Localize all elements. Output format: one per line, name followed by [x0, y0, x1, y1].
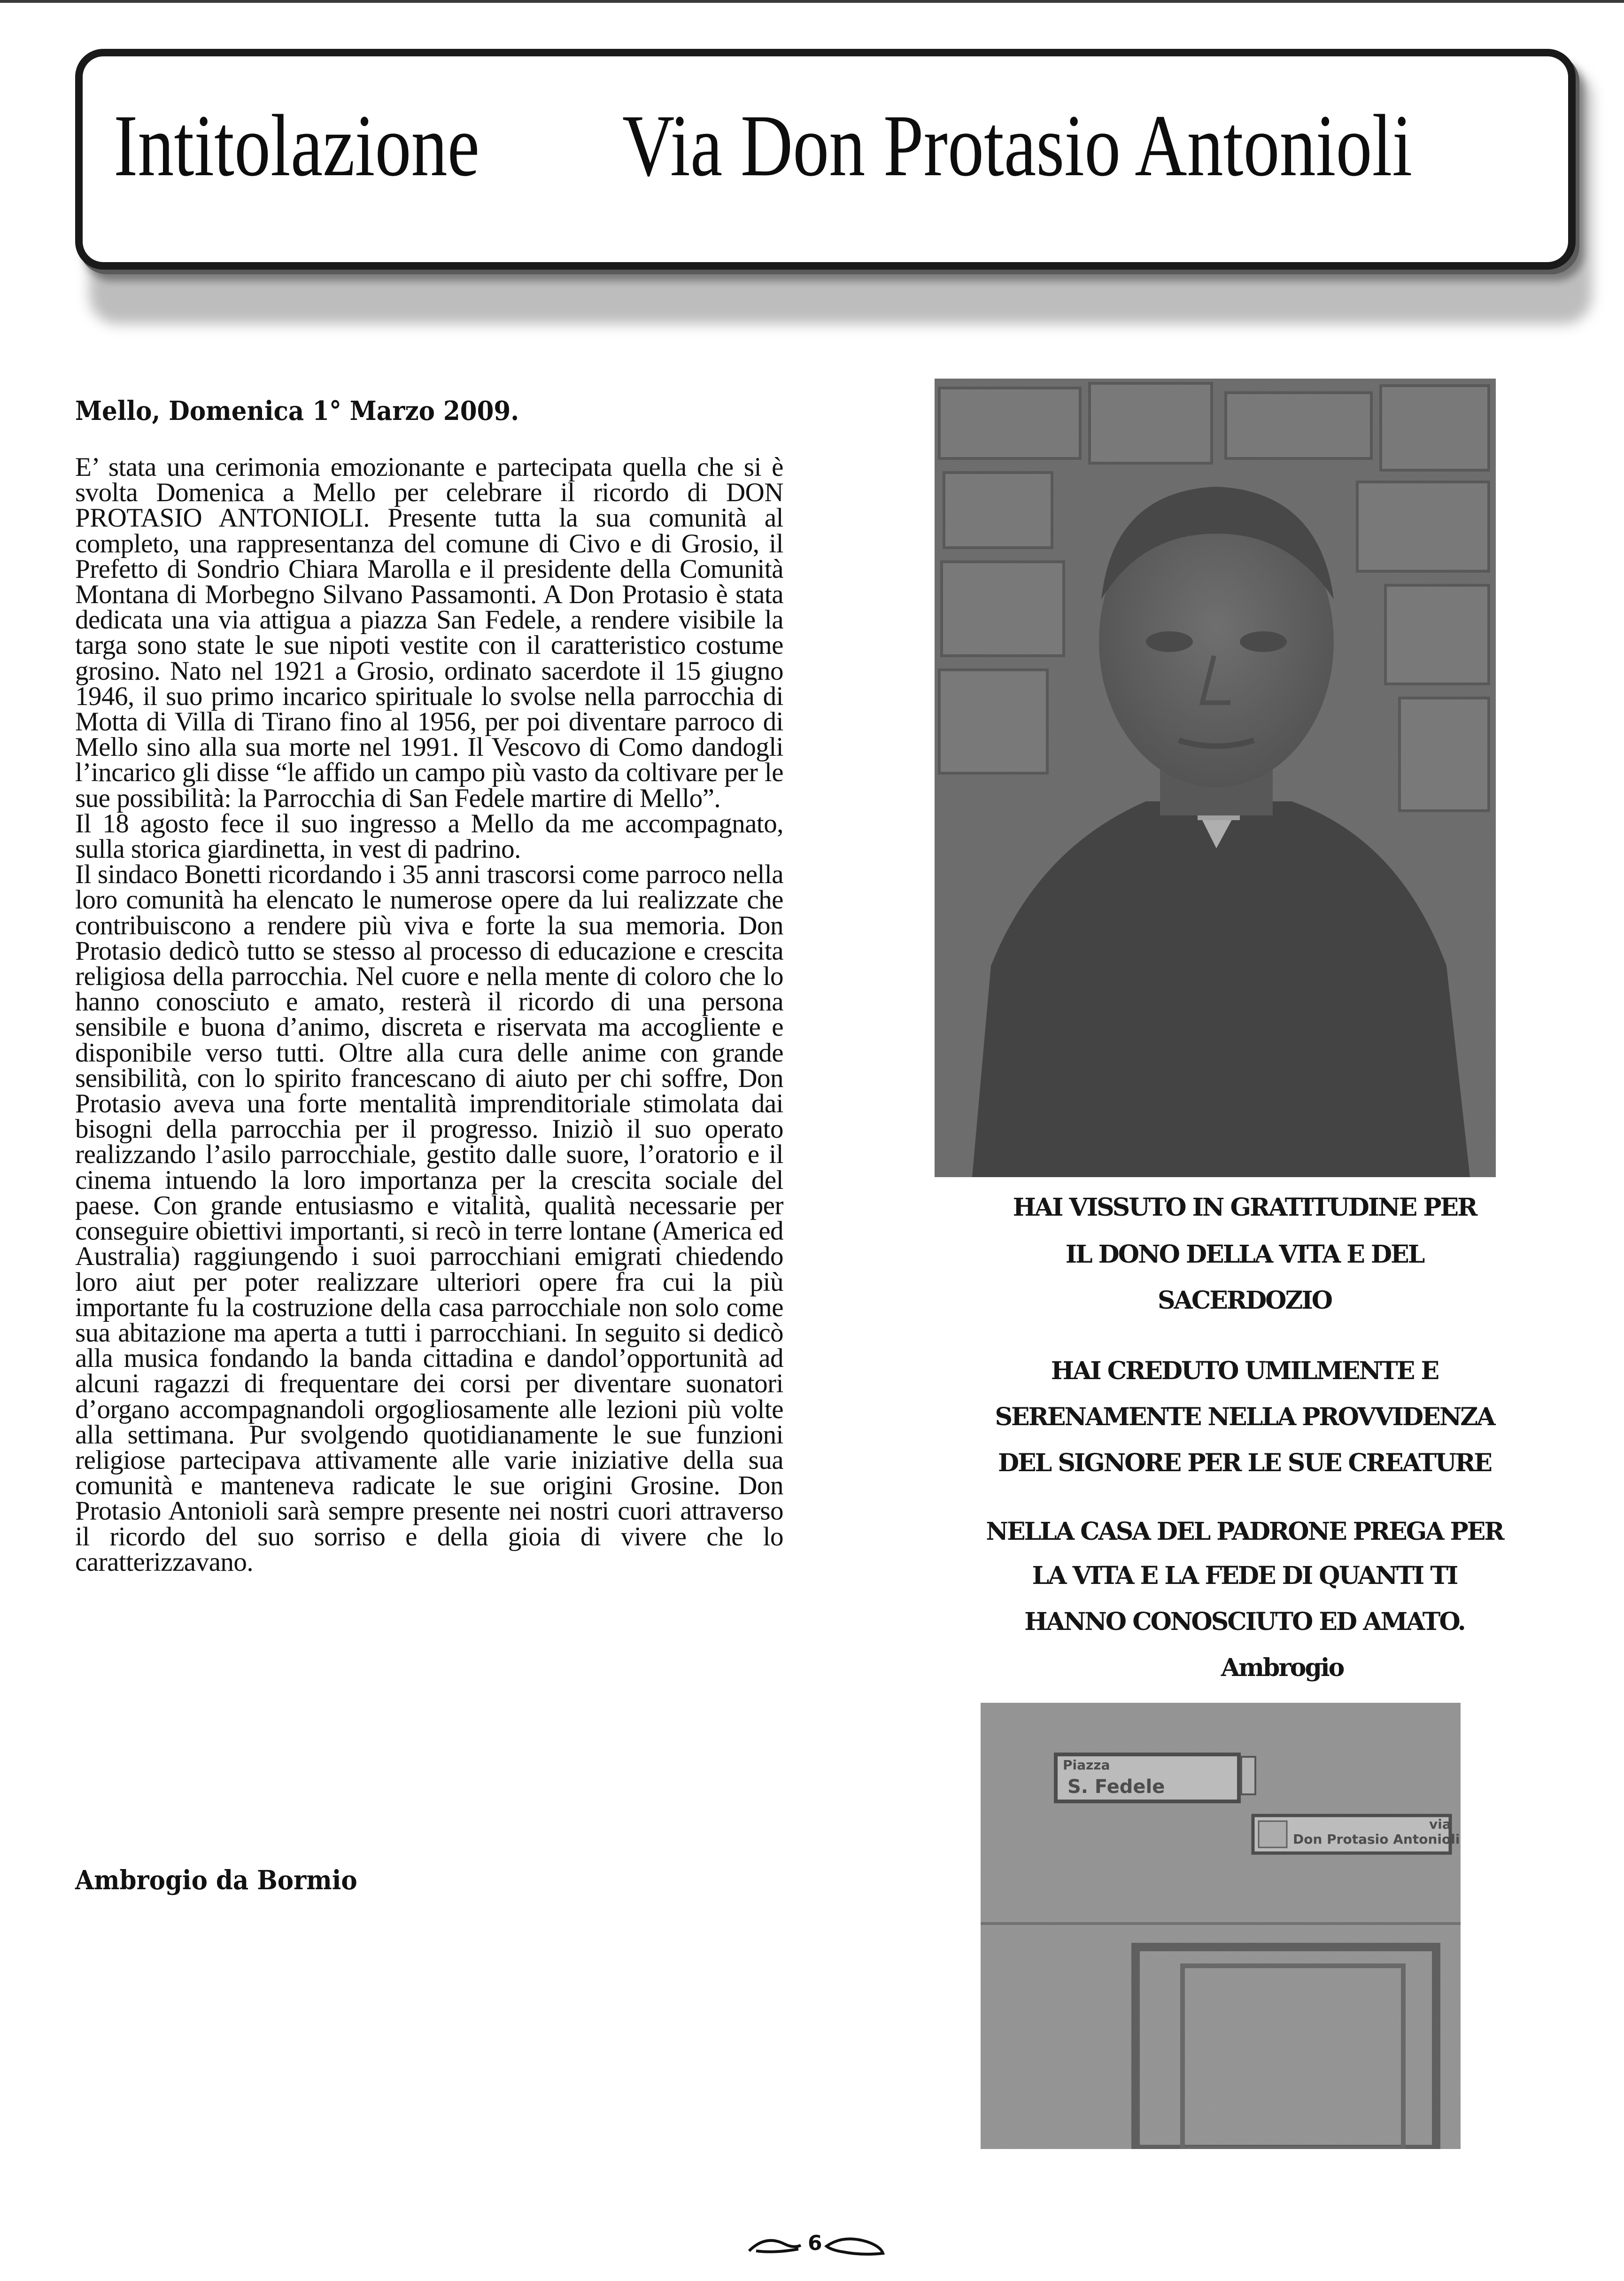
top-rule: [0, 0, 1624, 3]
article-paragraph: E’ stata una cerimonia emozionante e partecipata quella che si è svolta Domenica a Mello per celebrare il ricordo di DON PROTASIO ANTONIOLI. Presente tutta la sua comunità al completo, una rappresentanza del comune di Civo e di Grosio, il Prefetto di Sondrio Chiara Marolla e il presidente della Comunità Montana di Morbegno Silvano Passamonti. A Don Protasio è stata dedicata una via attigua a piazza San Fedele, a rendere visibile la targa sono state le sue nipoti vestite con il caratteristico costume grosino. Nato nel 1921 a Grosio, ordinato sacerdote il 15 giugno 1946, il suo primo incarico spirituale lo svolse nella parrocchia di Motta di Villa di Tirano fino al 1956, per poi diventare parroco di Mello sino alla sua morte nel 1991. Il Vescovo di Como dandogli l’incarico gli disse “le affido un campo più vasto da coltivare per le sue possibilità: la Parrocchia di San Fedele martire di Mello”.: [75, 452, 783, 813]
sign-label-small: Piazza: [1063, 1757, 1110, 1773]
sign-label-via: via: [1429, 1816, 1451, 1832]
page-title-part-1: Intitolazione: [114, 96, 480, 194]
sign-label-san-fedele: S. Fedele: [1067, 1776, 1165, 1798]
dedication-line: LA VITA E LA FEDE DI QUANTI TI: [1032, 1561, 1457, 1590]
article-paragraph: Il sindaco Bonetti ricordando i 35 anni trascorsi come parroco nella loro comunità ha elencato le numerose opere da lui realizzate che contribuiscono a rendere più viva e forte la sua memoria. Don Protasio dedicò tutto se stesso al processo di educazione e crescita religiosa della parrocchia. Nel cuore e nella mente di coloro che lo hanno conosciuto e amato, resterà il ricordo di una persona sensibile e buona d’animo, discreta e riservata ma accogliente e disponibile verso tutti. Oltre alla cura delle anime con grande sensibilità, con lo spirito francescano di aiuto per chi soffre, Don Protasio aveva una forte mentalità imprenditoriale stimolata dai bisogni della parrocchia per il progresso. Iniziò il suo operato realizzando l’asilo parrocchiale, gestito dalle suore, l’oratorio e il cinema intuendo la loro importanza per la crescita sociale del paese. Con grande entusiasmo e vitalità, qualità necessarie per conseguire obiettivi importanti, si recò in terre lontane (America ed Australia) raggiungendo i suoi parrocchiani emigrati chiedendo loro aiut per poter realizzare ulteriori opere fra cui la più importante fu la costruzione della casa parrocchiale non solo come sua abitazione ma aperta a tutti i parrocchiani. In seguito si dedicò alla musica fondando la banda cittadina e dandol’opportunità ad alcuni ragazzi di frequentare dei corsi per diventare suonatori d’organo accompagnandoli orgogliosamente alle lezioni più volte alla settimana. Pur svolgendo quotidianamente le sue funzioni religiose partecipava attivamente alle varie iniziative della sua comunità e manteneva radicate le sue origini Grosine. Don Protasio Antonioli sarà sempre presente nei nostri cuori attraverso il ricordo del suo sorriso e della gioia di vivere che lo caratterizzavano.: [75, 860, 783, 1577]
article-author: Ambrogio da Bormio: [75, 1865, 357, 1896]
street-signs-photo: [981, 1703, 1461, 2149]
dedication-line: HAI CREDUTO UMILMENTE E: [1051, 1357, 1438, 1385]
right-flourish-icon: [824, 2232, 885, 2260]
dedication-line: IL DONO DELLA VITA E DEL: [1065, 1240, 1424, 1269]
dedication-line: HAI VISSUTO IN GRATITUDINE PER: [1013, 1193, 1477, 1222]
page-title-part-2: Via Don Protasio Antonioli: [622, 96, 1413, 194]
dedication-line: DEL SIGNORE PER LE SUE CREATURE: [998, 1449, 1492, 1477]
page-number: 6: [808, 2231, 822, 2255]
left-flourish-icon: [747, 2232, 803, 2260]
article-paragraph: Il 18 agosto fece il suo ingresso a Mello da me accompagnato, sulla storica giardinetta, in vest di padrino.: [75, 808, 783, 864]
street-signs-illustration: [981, 1703, 1461, 2149]
portrait-photo: [935, 379, 1496, 1177]
dedication-line: SACERDOZIO: [1157, 1286, 1332, 1315]
dedication-line: HANNO CONOSCIUTO ED AMATO.: [1024, 1607, 1465, 1636]
dedication-signature: Ambrogio: [1221, 1653, 1344, 1682]
sign-label-don-protasio: Don Protasio Antonioli: [1293, 1831, 1460, 1847]
dedication-line: SERENAMENTE NELLA PROVVIDENZA: [995, 1403, 1494, 1431]
portrait-illustration: [935, 379, 1496, 1177]
article-body: [75, 452, 783, 1577]
dedication-line: NELLA CASA DEL PADRONE PREGA PER: [986, 1517, 1503, 1546]
article-dateline: Mello, Domenica 1° Marzo 2009.: [75, 396, 519, 427]
